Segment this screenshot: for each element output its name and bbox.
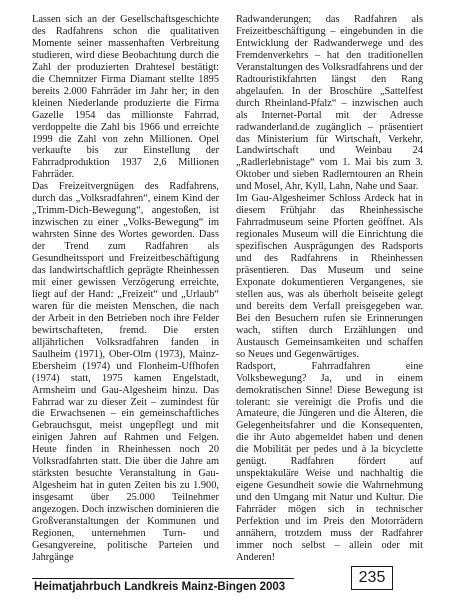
paragraph: Lassen sich an der Gesellschaftsgeschichte des Radfahrens schon die qualitativen Momente seiner massenhaften Verbreitung studieren, wird diese Beobachtung durch die Zahl der produzierten Drahtesel bestätigt: die Chemnitzer Firma Diamant stellte 1895 bereits 2.000 Fahrräder im Jahr her; in den kleinen Niederlande produzierte die Firma Gazelle 1954 das millionste Fahrrad, verdoppelte die Zahl bis 1966 und erreichte 1999 die Zahl von zehn Millionen. Opel verkaufte bis zur Einstellung der Fahrradproduktion 1937 2,6 Millionen Fahrräder. bbox=[32, 14, 219, 181]
paragraph: Im Gau-Algesheimer Schloss Ardeck hat in diesem Frühjahr das Rheinhessische Fahrradmuseum seine Pforten geöffnet. Als regionales Museum will die Einrichtung die spezifischen Ausprägungen des Radsports und des Radfahrens in Rheinhessen präsentieren. Das Museum und seine Exponate dokumentieren Vergangenes, sie stellen aus, was als überholt beiseite gelegt und bereits dem Verfall preisgegeben war. Bei den Besuchern rufen sie Erinnerungen wach, stiften durch Erzählungen und Austausch Gemeinsamkeiten und schaffen so Neues und Gegenwärtiges. bbox=[236, 193, 423, 360]
paragraph: Radwanderungen; das Radfahren als Freizeitbeschäftigung – eingebunden in die Entwicklung der Radwanderwege und des Fremdenverkehrs – hat den traditionellen Veranstaltungen des Volksradfahrens und der Radtouristikfahrten längst den Rang abgelaufen. In der Broschüre „Sattelfest durch Rheinland-Pfalz“ – inzwischen auch als Internet-Portal mit der Adresse radwanderland.de zugänglich – präsentiert das Ministerium für Wirtschaft, Verkehr, Landwirtschaft und Weinbau 24 „Radlerlebnistage“ vom 1. Mai bis zum 3. Oktober und sieben Radlerntouren an Rhein und Mosel, Ahr, Kyll, Lahn, Nahe und Saar. bbox=[236, 14, 423, 193]
footer-divider bbox=[32, 578, 294, 579]
page-number: 235 bbox=[351, 566, 393, 590]
paragraph: Radsport, Fahrradfahren eine Volksbewegung? Ja, und in einem demokratischen Sinne! Diese Bewegung ist tolerant: sie vereinigt die Profis und die Amateure, die Jüngeren und die Älteren, die Gelegenheitsfahrer und die Konsequenten, die ihr Auto abgemeldet haben und denen die Mobilität per pedes und à la bicyclette genügt. Radfahren fördert auf unspektakuläre Weise und nachhaltig die eigene Gesundheit sowie die Wahrnehmung und den Umgang mit Natur und Kultur. Die Fahrräder mögen sich in technischer Perfektion und im Preis den Motorrädern annähern, trotzdem muss der Radfahrer immer noch selbst – allein oder mit Anderen! bbox=[236, 360, 423, 563]
right-text-column bbox=[236, 14, 423, 564]
publication-title: Heimatjahrbuch Landkreis Mainz-Bingen 2003 bbox=[34, 581, 286, 593]
paragraph: Das Freizeitvergnügen des Radfahrens, durch das „Volksradfahren“, einem Kind der „Trimm-Dich-Bewegung“, angestoßen, ist inzwischen zu einer „Volks-Bewegung“ im wahrsten Sinne des Wortes geworden. Dass der Trend zum Radfahren als Gesundheitssport und Freizeitbeschäftigung das landwirtschaftlich geprägte Rheinhessen mit einer gewissen Verzögerung erreichte, liegt auf der Hand: „Freizeit“ und „Urlaub“ waren für die meisten Menschen, die nach der Arbeit in den Betrieben noch ihre Felder bewirtschafteten, fremd. Die ersten alljährlichen Volksradfahren fanden in Saulheim (1971), Ober-Olm (1973), Mainz-Ebersheim (1974) und Flonheim-Uffhofen (1974) statt, 1975 kamen Engelstadt, Armsheim und Gau-Algesheim hinzu. Das Fahrrad war zu dieser Zeit – zumindest für die Erwachsenen – ein gemeinschaftliches Gebrauchsgut, meist ungepflegt und mit einigen Jahren auf Rahmen und Felgen. Heute finden in Rheinhessen noch 20 Volksradfahrten statt. Die über die Jahre am stärksten besuchte Veranstaltung in Gau-Algesheim hat in guten Zeiten bis zu 1.900, insgesamt über 25.000 Teilnehmer angezogen. Doch inzwischen dominieren die Großveranstaltungen der Kommunen und Regionen, unternehmen Turn- und Gesangvereine, politische Parteien und Jahrgänge bbox=[32, 181, 219, 563]
left-text-column bbox=[32, 14, 219, 564]
